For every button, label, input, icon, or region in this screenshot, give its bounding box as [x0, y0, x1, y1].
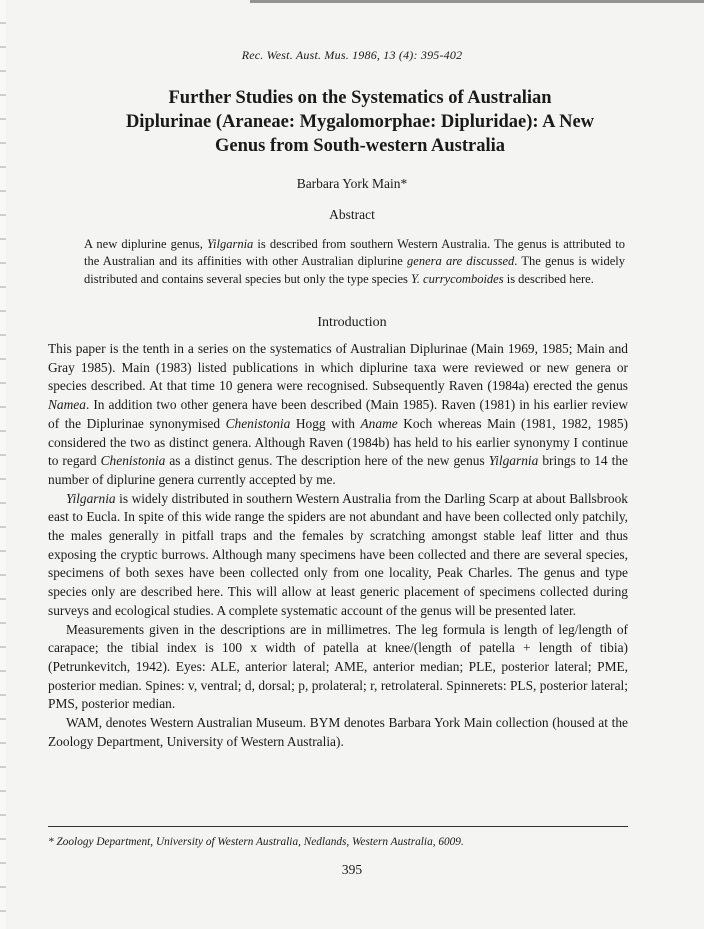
- text-segment: brings to 14 the number of diplurine genera currently accepted by me.: [48, 453, 628, 487]
- scan-top-edge: [250, 0, 704, 3]
- intro-paragraph-2: [48, 490, 628, 621]
- author-name: Barbara York Main*: [296, 176, 408, 191]
- introduction-body: [48, 340, 628, 751]
- text-segment: is widely distributed in southern Western Australia from the Darling Scarp at about Ballsbrook east to Eucla. In spite of this wide range the spiders are not abundant and have been collected only patchily, the males generally in pitfall traps and the females by scratching amongst stable leaf litter and thus exposing the cryptic burrows. Although many specimens have been collected and there are several species, specimens of both sexes have been collected only from one locality, Peak Charles. The genus and type species only are described here. This will allow at least generic placement of specimens collected during surveys and ecological studies. A complete systematic account of the genus will be presented later.: [48, 490, 628, 618]
- paper-title: [70, 86, 650, 158]
- text-segment: Hogg with: [290, 415, 361, 431]
- genus-name: Chenistonia: [225, 415, 291, 431]
- genus-name: Namea: [48, 397, 86, 413]
- text-segment: This paper is the tenth in a series on the systematics of Australian Diplurinae (Main 1969, 1985; Main and Gray 1985). Main (1983) listed publications in which diplurine taxa were reviewed or new genera or species described. At that time 10 genera were recognised. Subsequently Raven (1984a) erected the genus: [48, 341, 628, 394]
- scan-left-edge: [0, 0, 6, 929]
- abstract-segment: A new diplurine genus,: [84, 237, 207, 251]
- genus-name: Yilgarnia: [66, 490, 116, 506]
- genus-name: Yilgarnia: [488, 453, 539, 469]
- introduction-heading: Introduction: [317, 315, 387, 330]
- footnote-divider: [48, 826, 628, 827]
- abstract-segment: . The genus is widely distributed and contains several species but only the type species: [84, 254, 625, 286]
- abstract-segment: is described from southern Western Australia. The genus is attributed to the Australian and its affinities with other Australian diplurine: [84, 237, 625, 269]
- abstract-heading: Abstract: [329, 207, 375, 222]
- genus-name: Chenistonia: [100, 453, 166, 469]
- author-affiliation-footnote: * Zoology Department, University of Western Australia, Nedlands, Western Australia, 6009.: [48, 836, 464, 848]
- abstract-genus-name: Yilgarnia: [206, 237, 254, 251]
- abstract-segment: is described here.: [503, 271, 594, 286]
- intro-paragraph-4: WAM, denotes Western Australian Museum. BYM denotes Barbara York Main collection (housed at the Zoology Department, University of Western Australia).: [48, 715, 628, 749]
- genus-name: Aname: [360, 415, 398, 431]
- intro-paragraph-3: Measurements given in the descriptions are in millimetres. The leg formula is length of leg/length of carapace; the tibial index is 100 x width of patella at knee/(length of patella + length of tibia) (Petrunkevitch, 1942). Eyes: ALE, anterior lateral; AME, anterior median; PLE, posterior lateral; PME, posterior median. Spines: v, ventral; d, dorsal; p, prolateral; r, retrolateral. Spinnerets: PLS, posterior lateral; PMS, posterior median.: [48, 621, 628, 712]
- abstract-text: [84, 236, 625, 288]
- title-line-2: Diplurinae (Araneae: Mygalomorphae: Dipluridae): A New: [125, 112, 595, 132]
- title-line-3: Genus from South-western Australia: [214, 136, 505, 156]
- journal-citation: Rec. West. Aust. Mus. 1986, 13 (4): 395-402: [241, 48, 463, 62]
- abstract-species-name: Y. currycomboides: [411, 271, 504, 286]
- page-number: 395: [341, 862, 363, 877]
- title-line-1: Further Studies on the Systematics of Australian: [168, 88, 552, 108]
- intro-paragraph-1: [48, 340, 628, 490]
- abstract-italic-segment: genera are discussed: [407, 254, 515, 269]
- text-segment: . In addition two other genera have been described (Main 1985). Raven (1981) in his earlier review of the Diplurinae synonymised: [48, 397, 628, 431]
- text-segment: as a distinct genus. The description here of the new genus: [165, 453, 489, 469]
- text-segment: Koch whereas Main (1981, 1982, 1985) considered the two as distinct genera. Although Raven (1984b) has held to his earlier synonymy I continue to regard: [48, 415, 628, 469]
